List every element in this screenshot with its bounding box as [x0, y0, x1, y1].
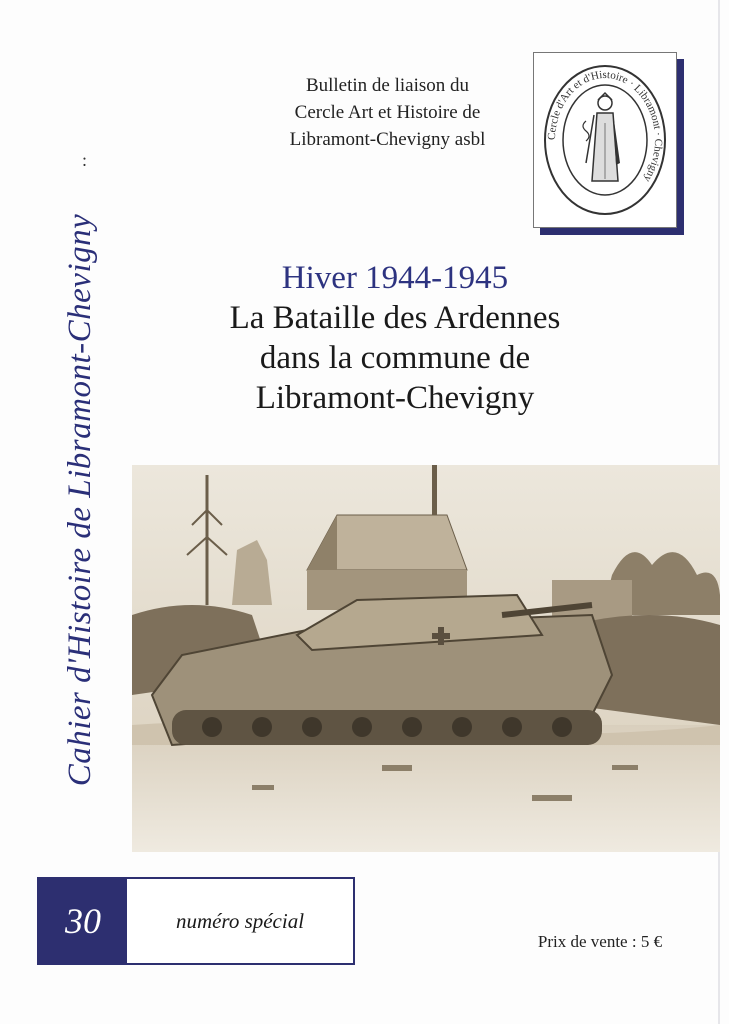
title-town: Libramont-Chevigny	[255, 380, 535, 416]
seal-icon	[534, 53, 676, 227]
seal-text: Cercle d'Art et d'Histoire · Libramont · Chevigny	[545, 68, 665, 185]
bulletin-line-1: Bulletin de liaison du	[305, 75, 470, 96]
title-commune: dans la commune de	[259, 340, 531, 376]
issue-label: numéro spécial	[175, 908, 305, 933]
bulletin-text	[255, 72, 520, 153]
title-block	[150, 258, 640, 418]
title-winter: Hiver 1944-1945	[281, 260, 509, 296]
title-battle: La Bataille des Ardennes	[229, 300, 561, 336]
side-title: Cahier d'Histoire de Libramont-Chevigny	[61, 213, 98, 787]
bulletin-line-2: Cercle Art et Histoire de	[294, 102, 481, 123]
seal-frame	[533, 52, 677, 228]
tank-photo	[132, 465, 720, 852]
issue-box	[37, 877, 355, 965]
issue-number: 30	[39, 879, 127, 963]
price-label: Prix de vente : 5 €	[537, 932, 663, 951]
bulletin-line-3: Libramont-Chevigny asbl	[289, 129, 486, 150]
photo-illustration	[132, 465, 720, 852]
decorative-colon: :	[82, 150, 88, 170]
